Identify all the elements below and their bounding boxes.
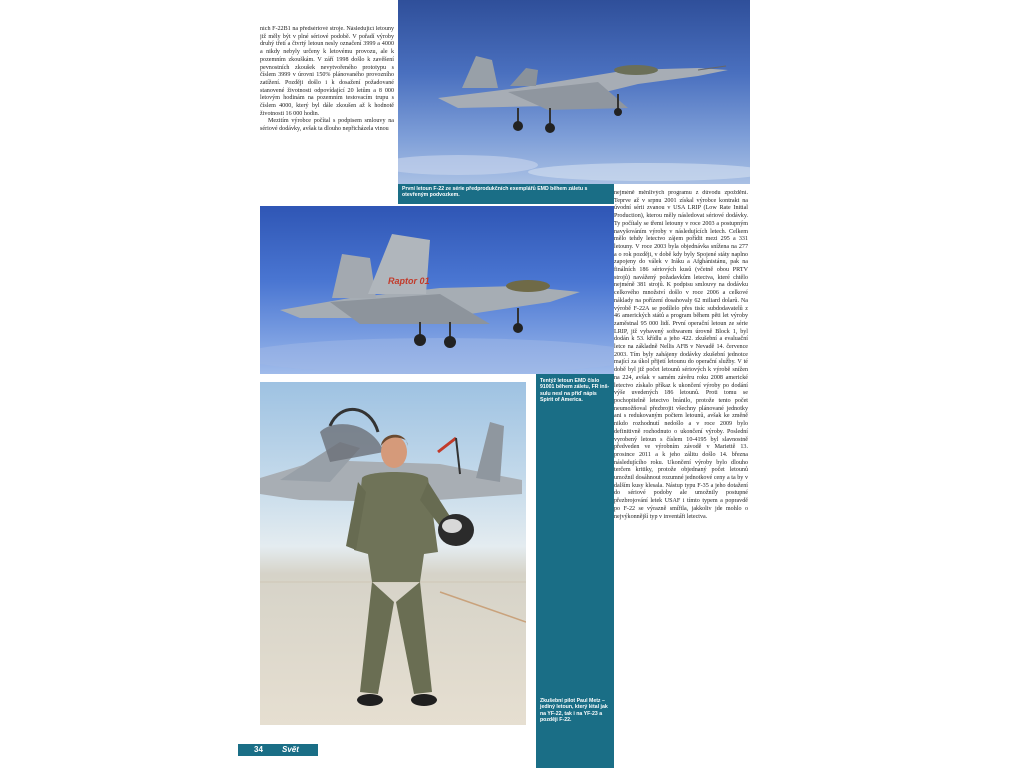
photo-pilot-paul-metz xyxy=(260,382,526,725)
article-column-top-left xyxy=(260,26,394,188)
photo-f22-raptor-01 xyxy=(260,206,614,374)
caption-middle: Tentýž letoun EMD číslo 91001 během záletu, FR inš-sulu nesl na příď nápis Spirit of America. xyxy=(540,378,610,404)
f22-gear-down-illustration xyxy=(398,0,750,184)
article-paragraph: ních F-22B1 na předsériové stroje. Následující letouny již měly být v plné sériové podobě. V pořadí výroby druhý třetí a čtvrtý letoun nesly označení 3999 a 4000 a nikdy nebyly určeny k letovému provozu, ale k pozemním zkouškám. V září 1998 došlo k zavěšení pevnostních zkoušek nevytvořeného prototypu s číslem 3999 v úrovni 150% plánovaného provozního zatížení. Později došlo i k dosažení požadované stanovené životnosti odpovídající 20 letům a 8 000 letovým hodinám na pozemním testovacím trupu s číslem 4000, který byl dále zkoušen až k hodnotě životnosti 16 000 hodin. xyxy=(260,26,394,117)
photo-f22-gear-down xyxy=(398,0,750,184)
magazine-logo: Svět xyxy=(282,745,299,754)
article-column-right xyxy=(614,190,748,760)
footer-bar xyxy=(238,744,318,756)
article-paragraph: Mezitím výrobce počítal s podpisem smlouvy na sériové dodávky, avšak ta dlouho nepřicházela vinou xyxy=(260,118,394,133)
page-number: 34 xyxy=(254,745,263,754)
f22-raptor-01-illustration xyxy=(260,206,614,374)
caption-pilot: Zkušební pilot Paul Metz – jediný letoun, který létal jak na YF-22, tak i na YF-23 a později F-22. xyxy=(540,698,608,724)
pilot-illustration xyxy=(260,382,526,725)
tail-marking: Raptor 01 xyxy=(388,276,430,286)
article-paragraph: nejméně měnlivých programu z důvodu zpoždění. Teprve až v srpnu 2001 získal výrobce kontrakt na úvodní sérii zvanou v USA LRIP (Low Rate Initial Production), kterou měly následovat sériové dodávky. Ty počítaly se třemi letouny v roce 2003 a postupným navyšováním výroby v následujících letech. Celkem mělo tehdy letectvo zájem pořídit mezi 295 a 331 letouny. V roce 2003 byla objednávka snížena na 277 a o rok později, v době kdy byly Spojené státy naplno zapojeny do válek v Iráku a Afghánistánu, pak na finálních 186 sériových kusů (včetně obou PRTV strojů) navážený požadavkům letectva, které chtělo nejméně 381 strojů. K podpisu smlouvy na dodávku celkového množství došlo v roce 2006 a celkové náklady na pořízení dosahovaly 62 miliard dolarů. Na výrobě F-22A se podílelo přes tisíc subdodavatelů z 46 amerických států a program během pěti let výroby zaměstnal 95 000 lidí. První operační letoun ze série LRIP, již vybavený softwarem úrovně Block 1, byl dodán k 53. křídlu a jeho 422. zkušební a evaluační letce na základně Nellis AFB v Nevadě 14. července 2003. Tím byly zahájeny dodávky zkušební jednotce mající za úkol přijetí letounu do operační služby. V té době byl již počet letounů sériových k výrobě snížen na 224, avšak v samém závěru roku 2008 americké letectvo získalo příkaz k ukončení výroby po dodání výše uvedených 186 letounů. Proti tomu se pochopitelně letectvo bránilo, protože tento počet neumožňoval přezbrojit všechny plánované jednotky ani s redukovaným počtem letounů, avšak ke změně nikdo rozhodnutí nedošlo a v roce 2009 bylo definitivně rozhodnuto o ukončení výroby. Poslední vyrobený letoun s číslem 10-4195 byl slavnostně předveden ve výrobním závodě v Mariettě 13. prosince 2011 a k jeho zálitu došlo 14. března následujícího roku. Ukončení výroby bylo dlouho terčem kritiky, protože objednaný počet letounů umožnil dosáhnout rozumné jednotkové ceny a ta by v dalším kusy klesala. Nástup typu F-35 a jeho dotažení do sériové podoby ale umožnily postupné přezbrojování letek USAF i tímto typem a popravdě po F-22 se výrazně smířila, jakkoliv jde mohlo o nejvýkonnější typ v inventáři letectva. xyxy=(614,190,748,520)
caption-top: První letoun F-22 ze série předprodukčních exemplářů EMD během záletu s otevřeným podvozkem. xyxy=(398,184,614,204)
